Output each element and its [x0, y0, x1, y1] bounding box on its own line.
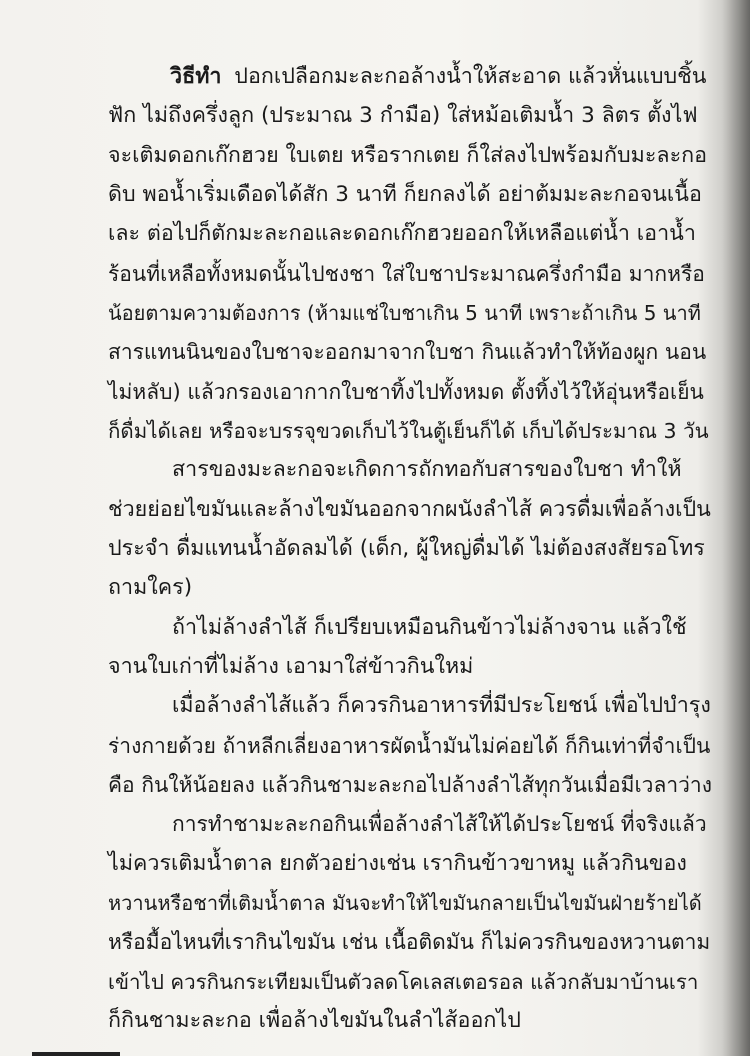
- text-line: ถามใคร): [108, 575, 193, 600]
- text-line: ช่วยย่อยไขมันและล้างไขมันออกจากผนังลำไส้ ควรดื่มเพื่อล้างเป็น: [108, 497, 711, 522]
- text-line: เมื่อล้างลำไส้แล้ว ก็ควรกินอาหารที่มีประโยชน์ เพื่อไปบำรุง: [172, 693, 711, 718]
- text-line: หรือมื้อไหนที่เรากินไขมัน เช่น เนื้อติดมัน ก็ไม่ควรกินของหวานตาม: [108, 930, 711, 954]
- text-line: หวานหรือชาที่เติมน้ำตาล มันจะทำให้ไขมันกลายเป็นไขมันฝ่ายร้ายได้: [108, 891, 702, 915]
- text-line: ร่างกายด้วย ถ้าหลีกเลี่ยงอาหารผัดน้ำมันไม่ค่อยได้ ก็กินเท่าที่จำเป็น: [108, 734, 711, 758]
- text-line: สารของมะละกอจะเกิดการถักทอกับสารของใบชา ทำให้: [172, 457, 682, 482]
- text-line: เละ ต่อไปก็ตักมะละกอและดอกเก๊กฮวยออกให้เหลือแต่น้ำ เอาน้ำ: [108, 221, 696, 246]
- text-line: ไม่หลับ) แล้วกรองเอากากใบชาทิ้งไปทั้งหมด ตั้งทิ้งไว้ให้อุ่นหรือเย็น: [108, 380, 704, 404]
- text-line: ฟัก ไม่ถึงครึ่งลูก (ประมาณ 3 กำมือ) ใส่หม้อเติมน้ำ 3 ลิตร ตั้งไฟ: [108, 103, 698, 128]
- text-line-content: ปอกเปลือกมะละกอล้างน้ำให้สะอาด แล้วหั่นแบบชิ้น: [234, 64, 707, 89]
- section-label: วิธีทำ: [170, 64, 222, 89]
- text-line: สารแทนนินของใบชาจะออกมาจากใบชา กินแล้วทำให้ท้องผูก นอน: [108, 340, 707, 364]
- text-line: ร้อนที่เหลือทั้งหมดนั้นไปชงชา ใส่ใบชาประมาณครึ่งกำมือ มากหรือ: [108, 262, 705, 286]
- text-line: ก็ดื่มได้เลย หรือจะบรรจุขวดเก็บไว้ในตู้เย็นก็ได้ เก็บได้ประมาณ 3 วัน: [108, 419, 709, 443]
- text-line: ดิบ พอน้ำเริ่มเดือดได้สัก 3 นาที ก็ยกลงได้ อย่าต้มมะละกอจนเนื้อ: [108, 182, 702, 207]
- text-line: ไม่ควรเติมน้ำตาล ยกตัวอย่างเช่น เรากินข้าวขาหมู แล้วกินของ: [108, 851, 687, 876]
- text-line: การทำชามะละกอกินเพื่อล้างลำไส้ให้ได้ประโยชน์ ที่จริงแล้ว: [172, 812, 707, 836]
- text-line: ประจำ ดื่มแทนน้ำอัดลมได้ (เด็ก, ผู้ใหญ่ดื่มได้ ไม่ต้องสงสัยรอโทร: [108, 536, 705, 561]
- text-line: จะเติมดอกเก๊กฮวย ใบเตย หรือรากเตย ก็ใส่ลงไปพร้อมกับมะละกอ: [108, 143, 708, 168]
- text-line: ถ้าไม่ล้างลำไส้ ก็เปรียบเหมือนกินข้าวไม่ล้างจาน แล้วใช้: [172, 615, 687, 640]
- text-line: จานใบเก่าที่ไม่ล้าง เอามาใส่ข้าวกินใหม่: [108, 654, 474, 679]
- text-line: ก็กินชามะละกอ เพื่อล้างไขมันในลำไส้ออกไป: [108, 1008, 521, 1033]
- text-line: น้อยตามความต้องการ (ห้ามแช่ใบชาเกิน 5 นาที เพราะถ้าเกิน 5 นาที: [108, 301, 701, 325]
- text-line: [170, 62, 706, 92]
- text-line: เข้าไป ควรกินกระเทียมเป็นตัวลดโคเลสเตอรอล แล้วกลับมาบ้านเรา: [108, 970, 699, 994]
- text-line: คือ กินให้น้อยลง แล้วกินชามะละกอไปล้างลำไส้ทุกวันเมื่อมีเวลาว่าง: [108, 773, 712, 797]
- footer-rule: [32, 1052, 120, 1056]
